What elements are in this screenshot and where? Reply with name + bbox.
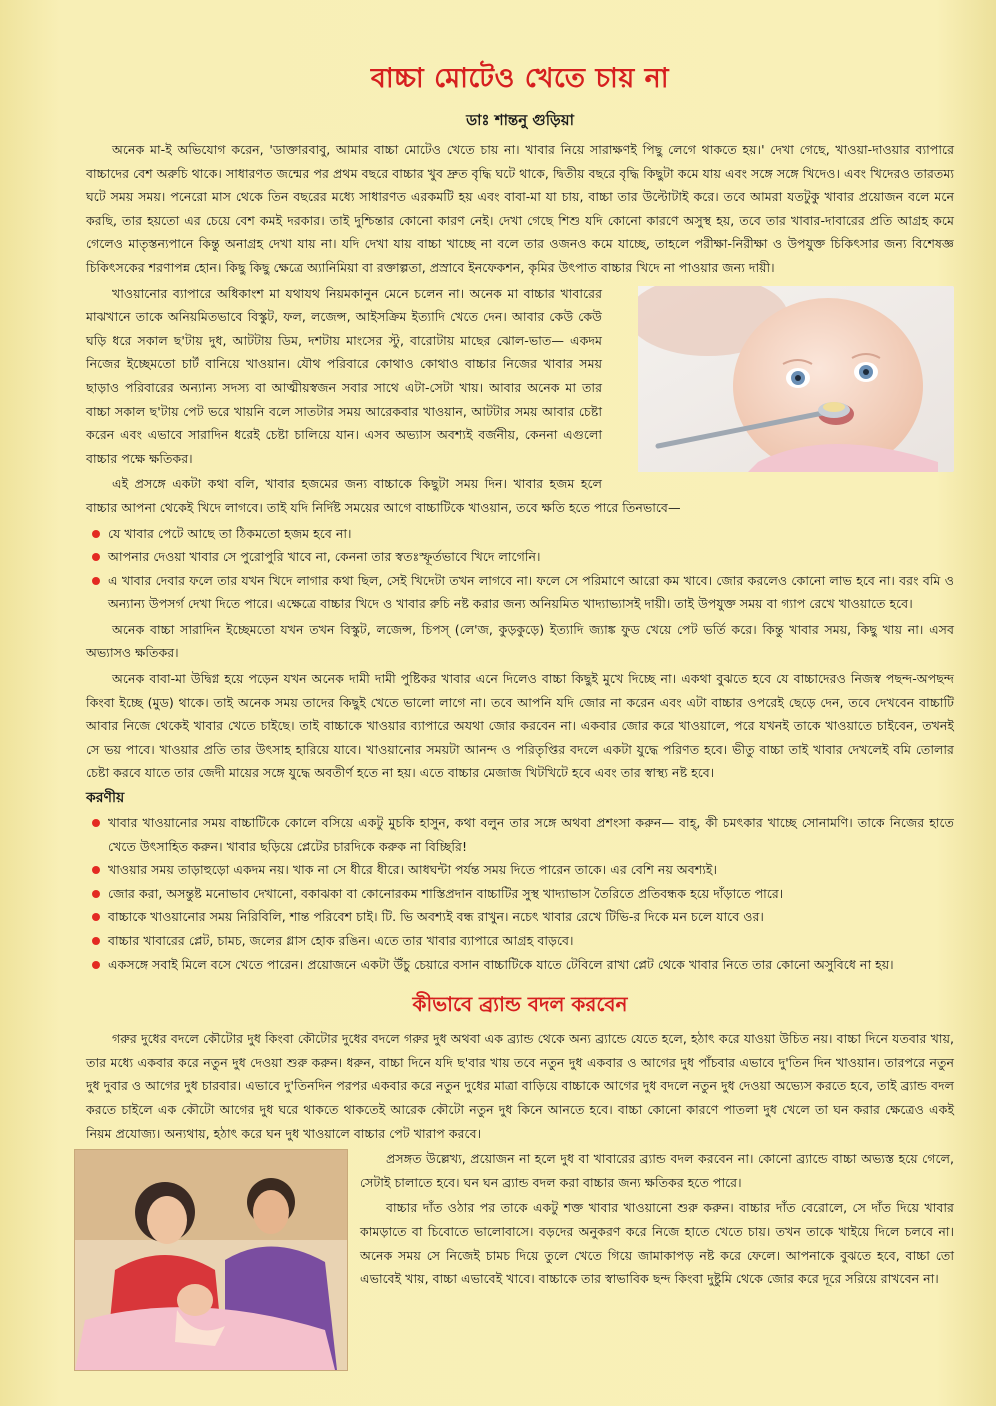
list-item: বাচ্চার খাবারের প্লেট, চামচ, জলের গ্লাস হোক রঙিন। এতে তার খাবার ব্যাপারে আগ্রহ বাড়বে। <box>108 929 954 953</box>
todo-heading: করণীয় <box>86 790 125 807</box>
feeding-habits-text: খাওয়ানোর ব্যাপারে অধিকাংশ মা যথাযথ নিয়মকানুন মেনে চলেন না। অনেক মা বাচ্চার খাবারের মাঝখানে তাকে অনিয়মিতভাবে বিস্কুট, ফল, লজেন্স, আইসক্রিম ইত্যাদি খেতে দেন। আবার কেউ কেউ ঘড়ি ধরে সকাল ছ'টায় দুধ, আটটায় ডিম, দশটায় মাংসের স্টু, বারোটায় মাছের ঝোল-ভাত— একদম নিজের ইচ্ছেমতো চার্ট বানিয়ে খাওয়ান। যৌথ পরিবারে কোথাও কোথাও বাচ্চার নিজের খাবার সময় ছাড়াও পরিবারের অন্যান্য সদস্য বা আত্মীয়স্বজন সবার সাথে এটা-সেটা খায়। আবার অনেক মা তার বাচ্চা সকাল ছ'টায় পেট ভরে খায়নি বলে সাতটার সময় আরেকবার খাওয়ান, আটটার সময় আবার চেষ্টা করেন এবং এভাবে সারাদিন ধরেই চেষ্টা চালিয়ে যান। এসব অভ্যাস অবশ্যই বর্জনীয়, কেননা এগুলো বাচ্চার পক্ষে ক্ষতিকর। <box>86 285 602 466</box>
todo-list <box>86 811 954 976</box>
baby-feeding-photo <box>612 286 954 472</box>
brand-change-text: গরুর দুধের বদলে কৌটোর দুধ কিংবা কৌটোর দুধের বদলে গরুর দুধ অথবা এক ব্র্যান্ড থেকে অন্য ব্র্যান্ডে যেতে হলে, হঠাৎ করে যাওয়া উচিত নয়। বাচ্চা দিনে যতবার খায়, তার মধ্যে একবার করে নতুন দুধ দেওয়া শুরু করুন। ধরুন, বাচ্চা দিনে যদি ছ'বার খায় তবে নতুন দুধ একবার ও আগের দুধ পাঁচবার এভাবে দু'তিন দিন খাওয়ান। তারপরে নতুন দুধ দুবার ও আগের দুধ চারবার। এভাবে দু'তিনদিন পরপর একবার করে নতুন দুধের মাত্রা বাড়িয়ে বাচ্চাকে আগের দুধ বদলে নতুন দুধ দেওয়া অভ্যেস করতে হবে, তাই ব্র্যান্ড বদল করতে চাইলে এক কৌটো আগের দুধ ঘরে থাকতে থাকতেই আরেক কৌটো নতুন দুধ কিনে আনতে হবে। বাচ্চা কোনো কারণে পাতলা দুধ খেলে তা ঘন করার ক্ষেত্রেও একই নিয়ম প্রযোজ্য। অন্যথায়, হঠাৎ করে ঘন দুধ খাওয়ালে বাচ্চার পেট খারাপ করবে। <box>86 1031 954 1141</box>
junk-food-paragraph: অনেক বাচ্চা সারাদিন ইচ্ছেমতো যখন তখন বিস্কুট, লজেন্স, চিপস্ (লে'জ, কুড়কুড়ে) ইত্যাদি জ্যাঙ্ক ফুড খেয়ে পেট ভর্তি করে। কিন্তু খাবার সময়, কিছু খায় না। এসব অভ্যাসও ক্ষতিকর। <box>86 621 954 661</box>
brand-section-title: কীভাবে ব্র্যান্ড বদল করবেন <box>412 992 628 1017</box>
digestion-paragraph: এই প্রসঙ্গে একটা কথা বলি, খাবার হজমের জন্য বাচ্চাকে কিছুটা সময় দিন। খাবার হজম হলে বাচ্চার আপনা থেকেই খিদে লাগবে। তাই যদি নির্দিষ্ট সময়ের আগে বাচ্চাটিকে খাওয়ান, তবে ক্ষতি হতে পারে তিনভাবে— <box>86 476 681 515</box>
list-item: যে খাবার পেটে আছে তা ঠিকমতো হজম হবে না। <box>108 522 954 546</box>
feeding-habits-paragraph <box>86 282 954 471</box>
list-item: এ খাবার দেবার ফলে তার যখন খিদে লাগার কথা ছিল, সেই খিদেটা তখন লাগবে না। ফলে সে পরিমাণে আরো কম খাবে। জোর করলেও কোনো লাভ হবে না। বরং বমি ও অন্যান্য উপসর্গ দেখা দিতে পারে। এক্ষেত্রে বাচ্চার খিদে ও খাবার রুচি নষ্ট করার জন্য অনিয়মিত খাদ্যাভ্যাসই দায়ী। তাই উপযুক্ত সময় বা গ্যাপ রেখে খাওয়াতে হবে। <box>108 569 954 616</box>
article-title: বাচ্চা মোটেও খেতে চায় না <box>370 63 670 94</box>
teething-paragraph: বাচ্চার দাঁত ওঠার পর তাকে একটু শক্ত খাবার খাওয়ানো শুরু করুন। বাচ্চার দাঁত বেরোলে, সে দাঁত দিয়ে খাবার কামড়াতে বা চিবোতে ভালোবাসে। বড়দের অনুকরণ করে নিজে হাতে খেতে চায়। তখন তাকে খাইয়ে দিলে চলবে না। অনেক সময় সে নিজেই চামচ দিয়ে তুলে খেতে গিয়ে জামাকাপড় নষ্ট করে ফেলে। আপনাকে বুঝতে হবে, বাচ্চা তো এভাবেই খায়, বাচ্চা এভাবেই খাবে। বাচ্চাকে তার স্বাভাবিক ছন্দ কিংবা দুষ্টুমি থেকে জোর করে দূরে সরিয়ে রাখবেন না। <box>360 1200 954 1287</box>
list-item: একসঙ্গে সবাই মিলে বসে খেতে পারেন। প্রয়োজনে একটা উঁচু চেয়ারে বসান বাচ্চাটিকে যাতে টেবিলে রাখা প্লেট থেকে খাবার নিতে তার কোনো অসুবিধে না হয়। <box>108 953 954 977</box>
intro-paragraph: অনেক মা-ই অভিযোগ করেন, 'ডাক্তারবাবু, আমার বাচ্চা মোটেও খেতে চায় না। খাবার নিয়ে সারাক্ষণই পিছু লেগে থাকতে হয়।' দেখা গেছে, খাওয়া-দাওয়ার ব্যাপারে বাচ্চাদের বেশ অরুচি থাকে। সাধারণত জন্মের পর প্রথম বছরে বাচ্চার খুব দ্রুত বৃদ্ধি ঘটে থাকে, দ্বিতীয় বছরে বৃদ্ধি কিছুটা কমে যায় এবং সঙ্গে সঙ্গে খিদেও। এবং খিদেরও তারতম্য ঘটে সময় সময়। পনেরো মাস থেকে তিন বছরের মধ্যে সাধারণত এরকমটি হয় এবং বাবা-মা যা চায়, বাচ্চা তার উল্টোটাই করে। তবে আমরা যতটুকু খাবার প্রয়োজন বলে মনে করছি, তার হয়তো এর চেয়ে বেশ কমই দরকার। তাই দুশ্চিন্তার কোনো কারণ নেই। দেখা গেছে শিশু যদি কোনো কারণে অসুস্থ হয়, তবে তার খাবার-দাবারের প্রতি আগ্রহ কমে গেলেও মাতৃস্তন্যপানে কিন্তু অনাগ্রহ দেখা যায় না। যদি দেখা যায় বাচ্চা খাচ্ছে না বলে তার ওজনও কমে যাচ্ছে, তাহলে পরীক্ষা-নিরীক্ষা ও উপযুক্ত চিকিৎসার জন্য বিশেষজ্ঞ চিকিৎসকের শরণাপন্ন হোন। কিছু কিছু ক্ষেত্রে অ্যানিমিয়া বা রক্তাল্পতা, প্রস্রাবে ইনফেকশন, কৃমির উৎপাত বাচ্চার খিদে না পাওয়ার জন্য দায়ী। <box>86 142 954 275</box>
brand-change-paragraph <box>86 1027 954 1145</box>
family-illustration-svg <box>75 1150 347 1370</box>
baby-photo-svg <box>638 286 954 472</box>
worried-parents-paragraph: অনেক বাবা-মা উদ্বিগ্ন হয়ে পড়েন যখন অনেক দামী দামী পুষ্টিকর খাবার এনে দিলেও বাচ্চা কিছুই মুখে দিচ্ছে না। একথা বুঝতে হবে যে বাচ্চাদেরও নিজস্ব পছন্দ-অপছন্দ কিংবা ইচ্ছে (মুড) থাকে। তাই অনেক সময় তাদের কিছুই খেতে ভালো লাগে না। তবে আপনি যদি জোর না করেন এবং এটা বাচ্চার ওপরেই ছেড়ে দেন, তবে দেখবেন বাচ্চাটি আবার নিজে থেকেই খাবার খেতে চাইছে। তাই বাচ্চাকে খাওয়ার ব্যাপারে অযথা জোর করবেন না। একবার জোর করে খাওয়ালে, পরে যখনই তাকে খাওয়াতে চাইবেন, তখনই সে ভয় পাবে। খাওয়ার প্রতি তার উৎসাহ হারিয়ে যাবে। খাওয়ানোর সময়টা আনন্দ ও পরিতৃপ্তির বদলে একটা যুদ্ধে পরিণত হবে। ভীতু বাচ্চা তাই খাবার দেখলেই বমি তোলার চেষ্টা করবে যাতে তার জেদী মায়ের সঙ্গে যুদ্ধে অবতীর্ণ হতে না হয়। এতে বাচ্চার মেজাজ খিটখিটে হবে এবং তার স্বাস্থ্য নষ্ট হবে। <box>86 671 954 781</box>
list-item: আপনার দেওয়া খাবার সে পুরোপুরি খাবে না, কেননা তার স্বতঃস্ফূর্তভাবে খিদে লাগেনি। <box>108 545 954 569</box>
harms-list <box>86 522 954 616</box>
brand-caution-paragraph: প্রসঙ্গত উল্লেখ্য, প্রয়োজন না হলে দুধ বা খাবারের ব্র্যান্ড বদল করবেন না। কোনো ব্র্যান্ডে বাচ্চা অভ্যস্ত হয়ে গেলে, সেটাই চালাতে হবে। ঘন ঘন ব্র্যান্ড বদল করা বাচ্চার জন্য ক্ষতিকর হতে পারে। <box>360 1151 954 1190</box>
list-item: খাওয়ার সময় তাড়াহুড়ো একদম নয়। খাক না সে ধীরে ধীরে। আধঘন্টা পর্যন্ত সময় দিতে পারেন তাকে। এর বেশি নয় অবশ্যই। <box>108 858 954 882</box>
list-item: বাচ্চাকে খাওয়ানোর সময় নিরিবিলি, শান্ত পরিবেশ চাই। টি. ভি অবশ্যই বন্ধ রাখুন। নচেৎ খাবার রেখে টিভি-র দিকে মন চলে যাবে ওর। <box>108 905 954 929</box>
family-illustration <box>74 1149 348 1371</box>
list-item: জোর করা, অসন্তুষ্ট মনোভাব দেখানো, বকাঝকা বা কোনোরকম শাস্তিপ্রদান বাচ্চাটির সুস্থ খাদ্যাভাস তৈরিতে প্রতিবন্ধক হয়ে দাঁড়াতে পারে। <box>108 882 954 906</box>
article-author: ডাঃ শান্তনু গুড়িয়া <box>466 111 574 129</box>
list-item: খাবার খাওয়ানোর সময় বাচ্চাটিকে কোলে বসিয়ে একটু মুচকি হাসুন, কথা বলুন তার সঙ্গে অথবা প্রশংসা করুন— বাহ্, কী চমৎকার খাচ্ছে সোনামণি। তাকে নিজের হাতে খেতে উৎসাহিত করুন। খাবার ছড়িয়ে প্লেটের চারদিকে করুক না বিচ্ছিরি! <box>108 811 954 858</box>
